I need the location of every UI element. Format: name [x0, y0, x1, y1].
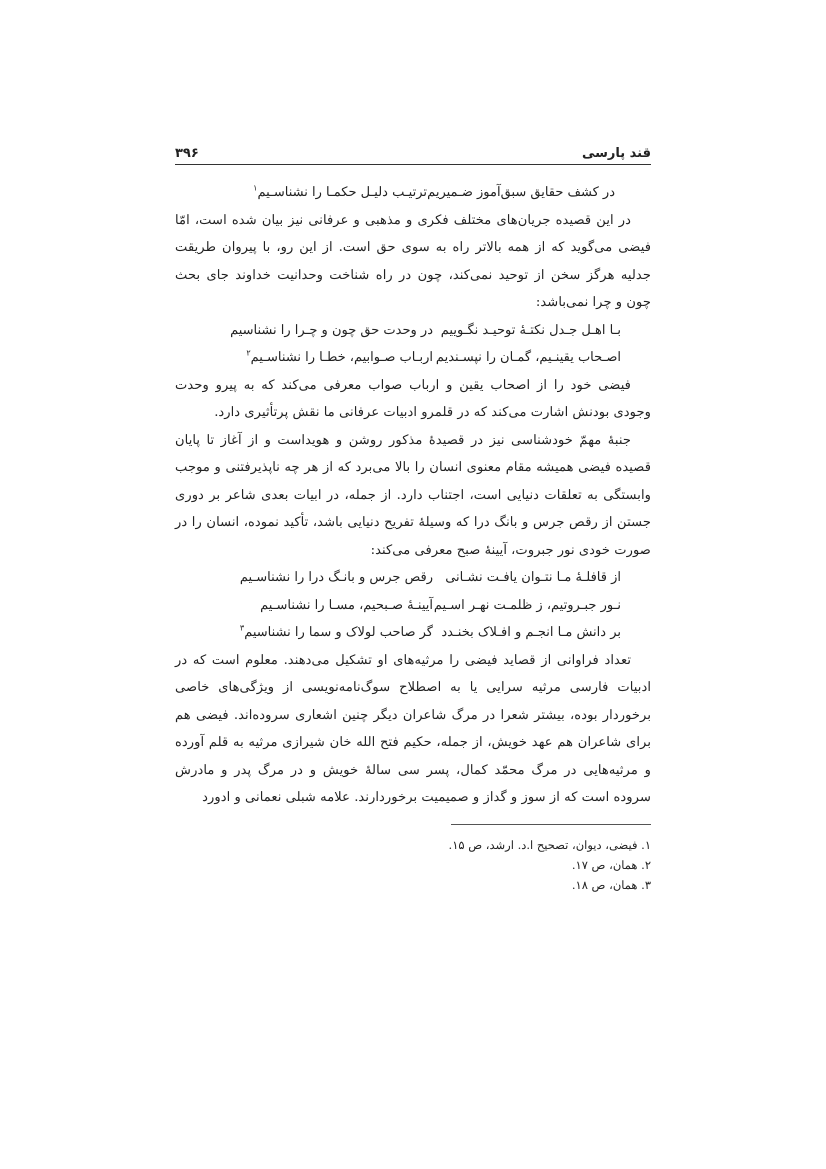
hemistich-text: گر صاحب لولاک و سما را نشناسیم — [244, 625, 433, 640]
footnote: ۱. فیضی، دیوان، تصحیح ا.د. ارشد، ص ۱۵. — [448, 837, 651, 852]
hemistich-second — [240, 619, 433, 647]
couplet — [175, 179, 651, 207]
couplet — [175, 619, 651, 647]
hemistich-first: بر دانش مـا انجـم و افـلاک بخنـدد — [441, 625, 621, 640]
hemistich-first: بـا اهـل جـدل نکتـۀ توحیـد نگـوییم — [440, 322, 621, 338]
footnote: ۳. همان، ص ۱۸. — [571, 877, 651, 892]
paragraph: فیضی خود را از اصحاب یقین و ارباب صواب معرفی می‌کند که به پیرو وحدت وجودی بودنش اشارت می‌کند که در قلمرو ادبیات عرفانی ما نقش پرتأثیری دارد. — [175, 377, 651, 420]
couplet — [175, 564, 651, 592]
footnote-ref: ۳ — [239, 623, 245, 633]
paragraph: تعداد فراوانی از قصاید فیضی را مرثیه‌های او تشکیل می‌دهند. معلوم است که در ادبیات فارسی مرثیه سرایی یا به اصطلاح سوگ‌نامه‌نویسی از ویژگی‌های خاصی برخوردار بوده، بیشتر شعرا در مرگ شاعران دیگر چنین اشعاری سروده‌اند. فیضی هم برای شاعران هم عهد خویش، از جمله، حکیم فتح الله خان شیرازی مرثیه به قلم آورده و مرثیه‌هایی در مرگ محمّد کمال، پسر سی سالۀ خویش و در مرگ پدر و مادرش سروده است که از سوز و گداز و صمیمیت برخوردارند. علامه شبلی نعمانی و ادورد — [175, 652, 651, 805]
footnotes — [175, 835, 651, 895]
paragraph: در این قصیده جریان‌های مختلف فکری و مذهبی و عرفانی نیز بیان شده است، امّا فیضی می‌گوید که از همه بالاتر راه به سوی حق است. از این رو، با پیروان طریقت جدلیه هرگز سخن از توحید نمی‌کند، چون در راه شناخت وحدانیت خداوند جای بحث چون و چرا نمی‌باشد: — [175, 212, 651, 310]
footnote-ref: ۱ — [253, 183, 258, 193]
hemistich-text: اربـاب صـوابیم، خطـا را نشناسـیم — [250, 350, 433, 365]
hemistich-first: اصـحاب یقینـیم، گمـان را نپسـندیم — [435, 350, 621, 365]
footnote: ۲. همان، ص ۱۷. — [571, 857, 651, 872]
hemistich-text: ترتیـب دلیـل حکمـا را نشناسـیم — [257, 185, 427, 200]
couplet — [175, 344, 651, 372]
hemistich-first: نـور جبـروتیم، ز ظلمـت نهـر اسـیم — [433, 597, 621, 613]
page-number: ۳۹۶ — [175, 146, 199, 161]
footnote-ref: ۲ — [246, 348, 251, 358]
paragraph: جنبۀ مهمّ خودشناسی نیز در قصیدۀ مذکور روشن و هویداست و از آغاز تا پایان قصیده فیضی همیشه مقام معنوی انسان را بالا می‌برد که از هر چه ناپذیرفتنی و موجب وابستگی به تعلقات دنیایی است، اجتناب دارد. از جمله، در ابیات بعدی شاعر بر دوری جستن از رقص جرس و بانگ درا که وسیلۀ تفریح دنیایی باشد، تأکید نموده، انسان را در صورت خودی نور جبروت، آیینۀ صبح معرفی می‌کند: — [175, 432, 651, 558]
couplet — [175, 592, 651, 620]
body-text — [175, 179, 651, 812]
footnote-rule — [451, 824, 651, 825]
page — [175, 140, 651, 895]
hemistich-first: از قافلـۀ مـا نتـوان یافـت نشـانی — [445, 570, 621, 585]
hemistich-second: آیینـۀ صـبحیم، مسـا را نشناسـیم — [260, 597, 433, 613]
running-title: قند پارسی — [581, 146, 651, 161]
hemistich-second: رقص جرس و بانـگ درا را نشناسـیم — [239, 570, 433, 585]
header-rule — [175, 164, 651, 165]
hemistich-second — [246, 344, 433, 372]
running-header — [175, 140, 651, 164]
couplet — [175, 317, 651, 345]
hemistich-first: در کشف حقایق سبق‌آموز ضـمیریم — [427, 185, 615, 200]
hemistich-second — [253, 179, 427, 207]
hemistich-second: در وحدت حق چون و چـرا را نشناسیم — [230, 322, 433, 338]
